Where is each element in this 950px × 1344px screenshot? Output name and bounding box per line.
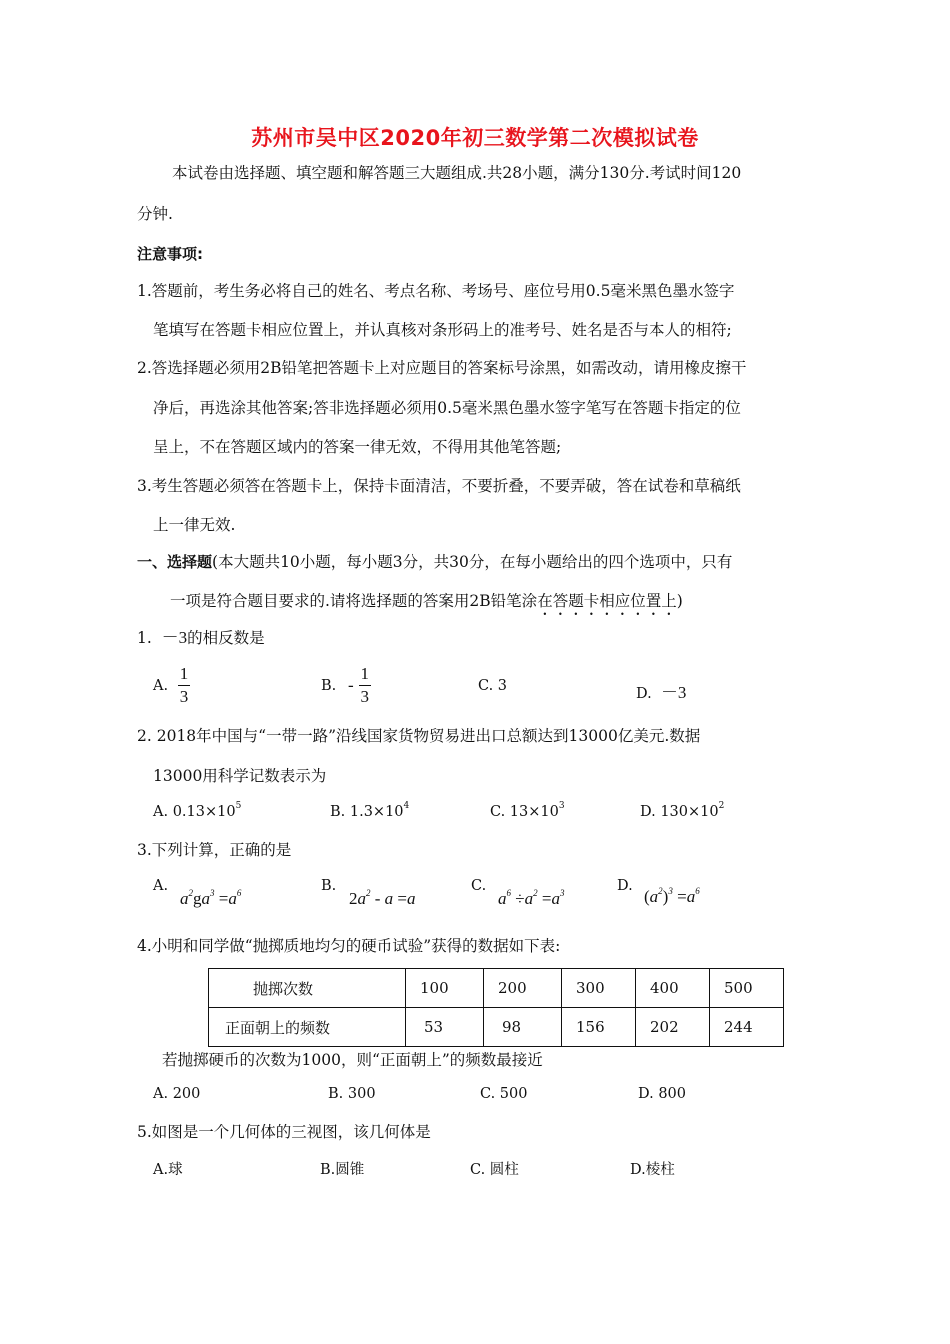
q2-option-a: A. $0.13\times 10^5$ [153,801,242,820]
notice-item-2-line-2: 净后，再选涂其他答案;答非选择题必须用0.5毫米黑色墨水签字笔写在答题卡指定的位 [153,399,741,417]
section-1-desc-1: (本大题共10小题，每小题3分，共30分，在每小题给出的四个选项中，只有 [212,553,733,571]
notice-item-1-line-1: 1.答题前，考生务必将自己的姓名、考点名称、考场号、座位号用0.5毫米黑色墨水签字 [137,282,735,300]
q3-option-d-formula: $(a^2)^3 =a^6$ [644,886,700,906]
table-cell: 98 [484,1008,562,1047]
section-1-desc-2b-emphasis: 在答题卡相应位置上 [537,592,677,610]
q1-option-c: C. 3 [478,678,508,694]
q5-option-b: B.圆锥 [320,1162,365,1178]
table-cell: 400 [636,969,710,1008]
q1-option-a-label: A. [153,678,169,694]
table-row-label: 抛掷次数 [209,969,406,1008]
table-cell: 200 [484,969,562,1008]
q4-follow-up: 若抛掷硬币的次数为1000，则“正面朝上”的频数最接近 [162,1051,543,1069]
q1-option-d-label: D. [636,686,652,702]
section-1-heading: 一、选择题 [137,553,213,571]
q1-option-b-label: B. [321,678,337,694]
table-cell: 53 [406,1008,484,1047]
q2-stem-line-1: 2. 2018年中国与“一带一路”沿线国家货物贸易进出口总额达到13000亿美元.数据 [137,727,701,745]
exam-title: 苏州市吴中区2020年初三数学第二次模拟试卷 [251,126,699,150]
q4-option-a: A. 200 [153,1086,201,1102]
section-1-header [137,552,732,572]
q1-a-denominator: 3 [179,687,189,706]
table-row-label: 正面朝上的频数 [209,1008,406,1047]
intro-line-2: 分钟. [137,205,173,223]
q3-option-c-formula: $a^6 \div a^2 =a^3$ [498,888,565,908]
q1-number: 1. [137,629,152,647]
intro-line-1: 本试卷由选择题、填空题和解答题三大题组成.共28小题，满分130分.考试时间120 [172,164,742,182]
q3-option-b-formula: $2a^2 - a =a$ [349,888,416,908]
section-1-desc-line-2 [170,591,683,619]
q1-option-b-fraction [348,664,371,707]
q2-stem-line-2: 13000用科学记数表示为 [153,767,327,785]
notice-item-1-line-2: 笔填写在答题卡相应位置上，并认真核对条形码上的准考号、姓名是否与本人的相符; [153,321,732,339]
coin-toss-table [208,968,784,1047]
q2-option-b: B. $1.3\times 10^4$ [330,801,410,820]
section-1-desc-2c: ) [676,592,683,610]
q4-stem: 4.小明和同学做“抛掷质地均匀的硬币试验”获得的数据如下表: [137,937,561,955]
fraction-bar [359,685,371,686]
notice-heading: 注意事项: [137,245,203,263]
q1-option-d-value: －3 [660,683,687,702]
q4-option-d: D. 800 [638,1086,687,1102]
table-row [209,969,784,1008]
q3-option-d-label: D. [617,878,633,894]
q1-b-numerator: 1 [360,664,370,683]
q3-option-a-formula: $a^2ga^3 =a^6$ [180,888,242,908]
q2-option-c: C. $13\times 10^3$ [490,801,565,820]
q3-option-c-label: C. [471,878,487,894]
table-cell: 244 [710,1008,784,1047]
table-cell: 500 [710,969,784,1008]
q1-option-a-fraction [178,664,190,707]
table-cell: 300 [562,969,636,1008]
q1-stem-text: 的相反数是 [187,629,265,647]
table-cell: 156 [562,1008,636,1047]
table-row [209,1008,784,1047]
fraction-bar [178,685,190,686]
q5-stem: 5.如图是一个几何体的三视图，该几何体是 [137,1123,431,1141]
section-1-desc-2a: 一项是符合题目要求的.请将选择题的答案用2B铅笔涂 [170,592,538,610]
q1-value: －3 [161,628,188,647]
notice-item-2-line-3: 呈上，不在答题区域内的答案一律无效，不得用其他笔答题; [153,438,562,456]
q2-option-d: D. $130\times 10^2$ [640,801,725,820]
notice-item-3-line-1: 3.考生答题必须答在答题卡上，保持卡面清洁，不要折叠，不要弄破，答在试卷和草稿纸 [137,477,741,495]
q3-option-b-label: B. [321,878,337,894]
table-cell: 202 [636,1008,710,1047]
q1-stem [137,628,265,648]
q1-option-d [636,678,686,703]
notice-item-2-line-1: 2.答选择题必须用2B铅笔把答题卡上对应题目的答案标号涂黑，如需改动，请用橡皮擦干 [137,359,747,377]
table-cell: 100 [406,969,484,1008]
q4-option-c: C. 500 [480,1086,528,1102]
q5-option-a: A.球 [153,1162,183,1178]
q5-option-d: D.棱柱 [630,1162,675,1178]
q4-option-b: B. 300 [328,1086,376,1102]
q5-option-c: C. 圆柱 [470,1162,519,1178]
q1-b-sign: - [348,675,354,695]
q3-stem: 3.下列计算，正确的是 [137,841,292,859]
notice-item-3-line-2: 上一律无效. [153,516,236,534]
q3-option-a-label: A. [153,878,169,894]
q1-a-numerator: 1 [179,664,189,683]
q1-b-denominator: 3 [360,687,370,706]
